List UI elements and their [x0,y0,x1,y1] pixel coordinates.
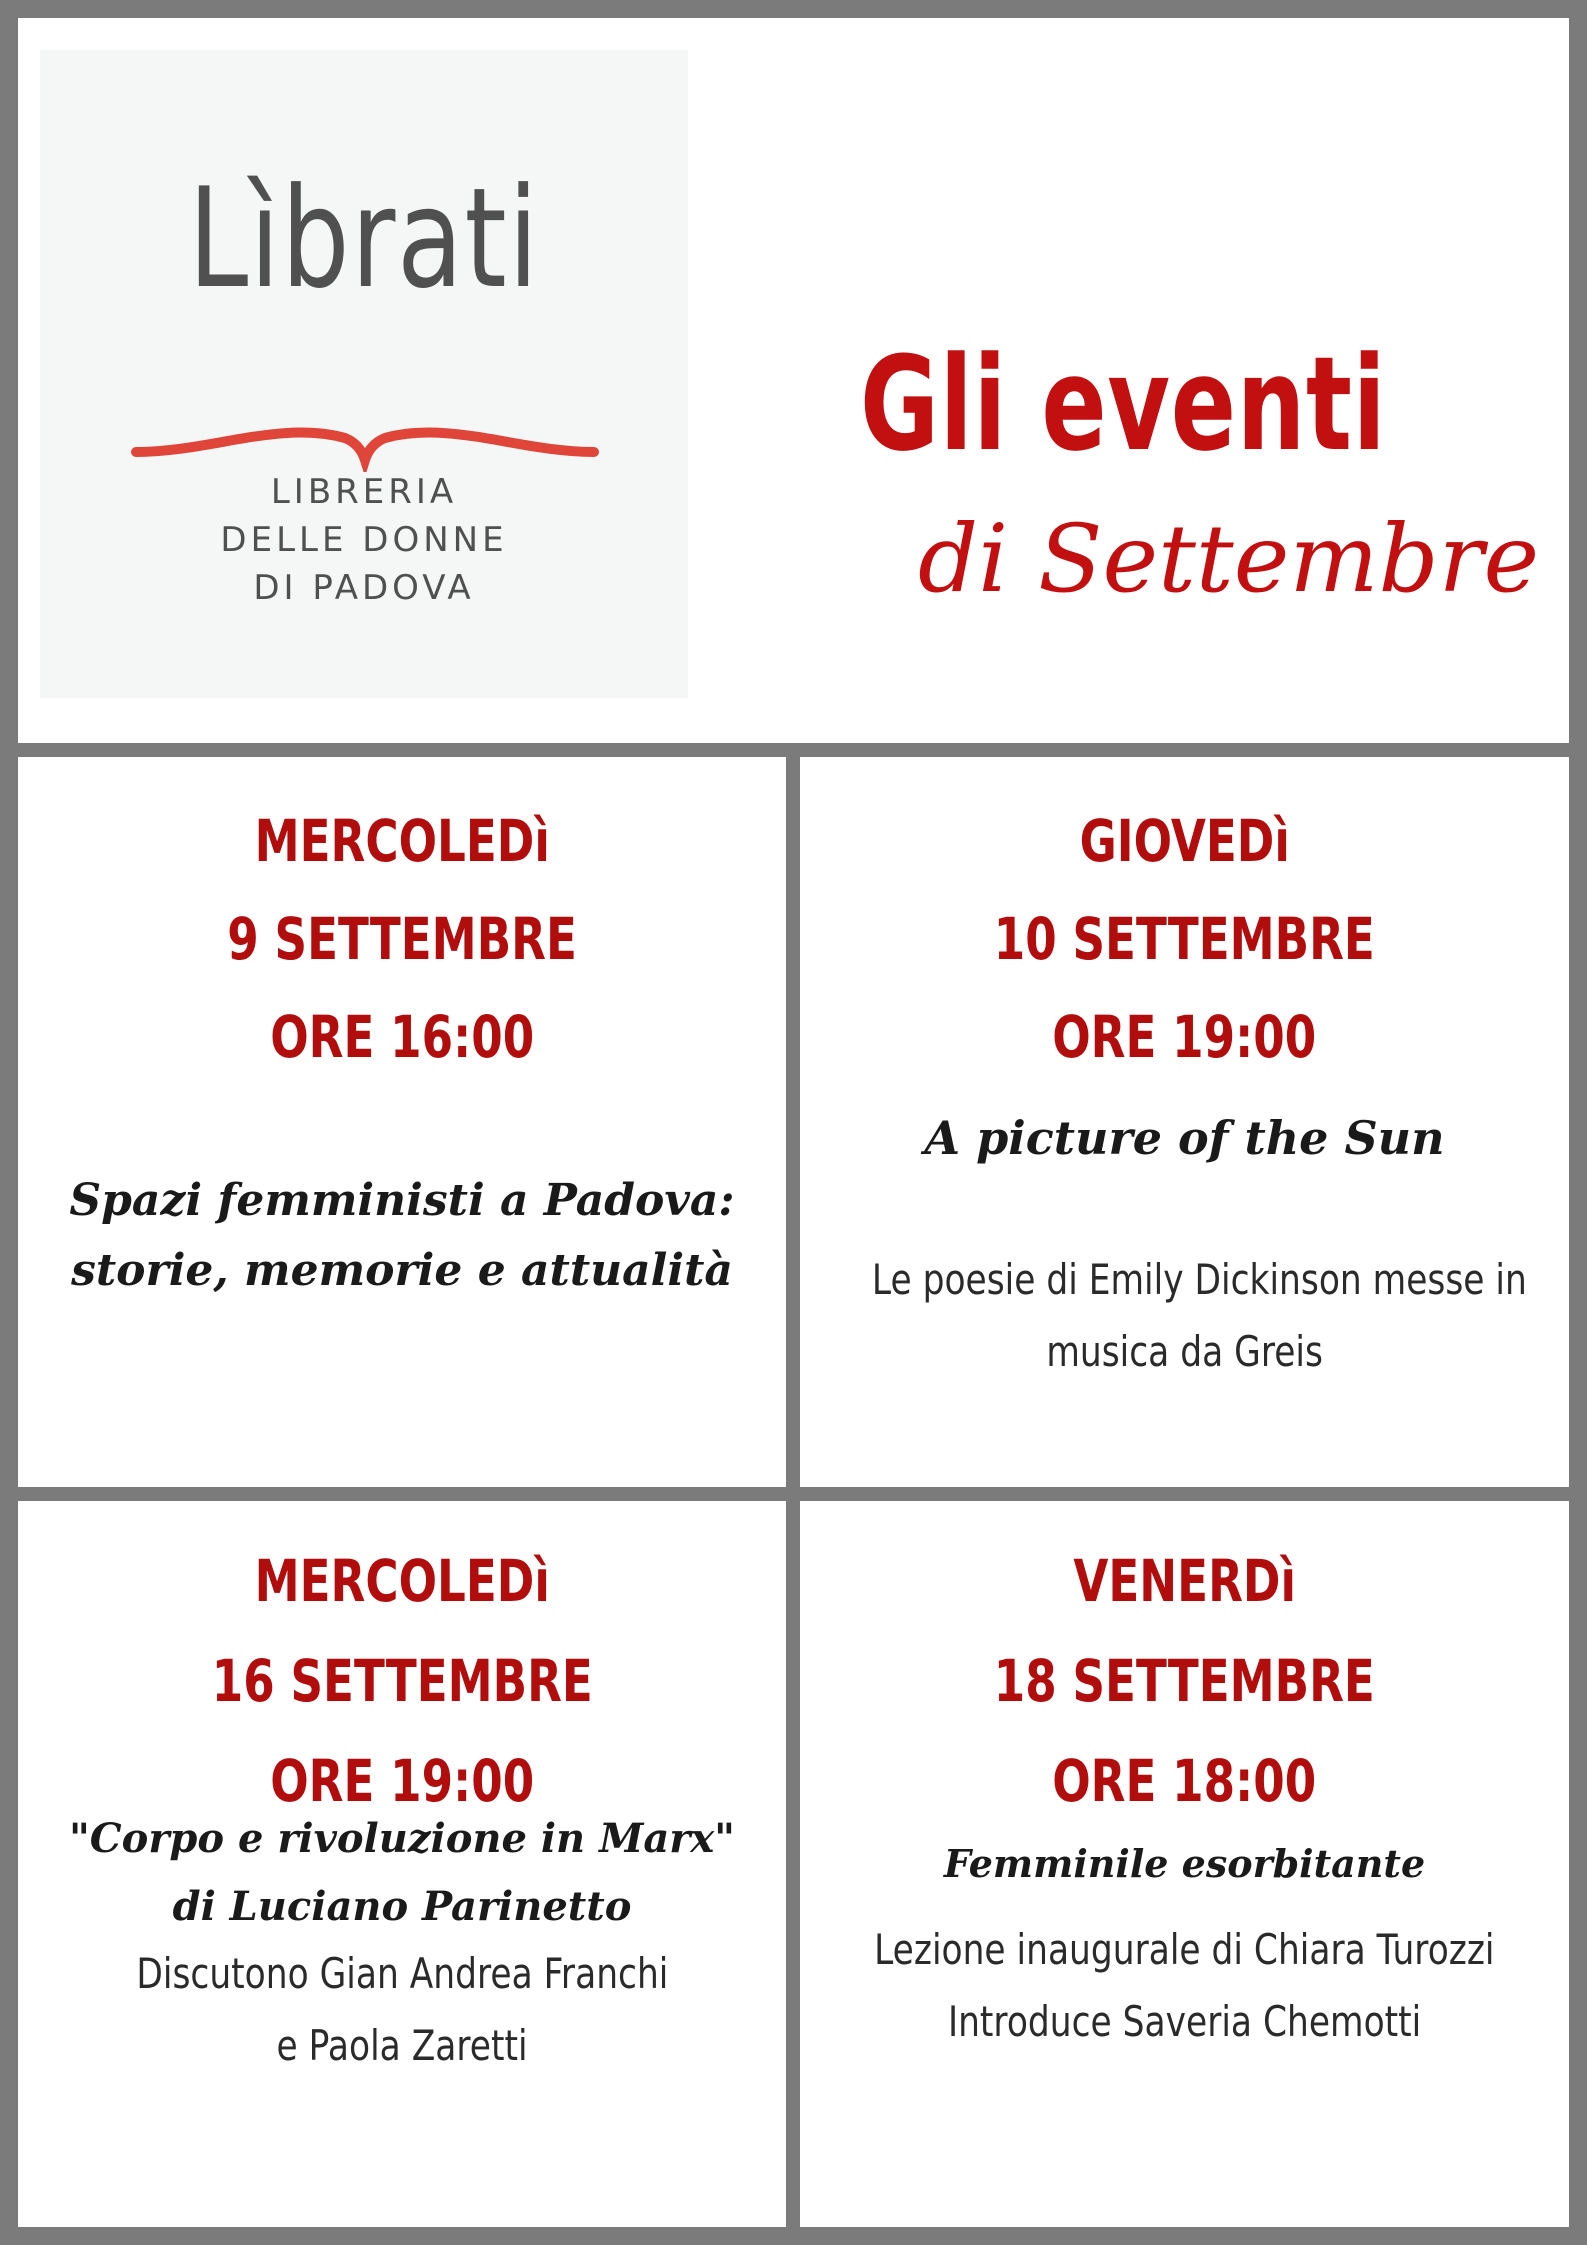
column-divider [786,743,800,2245]
event-time: ORE 19:00 [270,1747,534,1815]
event-time: ORE 19:00 [1052,1003,1317,1071]
event-date: 9 SETTEMBRE [227,905,577,973]
event-description-line2: Introduce Saveria Chemotti [947,1997,1422,2046]
event-card-2 [800,757,1569,1487]
logo-line-donne: DELLE DONNE [220,520,508,560]
event-description-line2: musica da Greis [1046,1327,1323,1376]
event-day: MERCOLEDì [254,807,550,875]
event-description-line1: Discutono Gian Andrea Franchi [136,1949,668,1998]
event-card-4 [800,1501,1569,2227]
event-title-line1: Spazi femministi a Padova: [69,1175,735,1226]
event-day: MERCOLEDì [254,1547,550,1615]
event-day: VENERDì [1073,1547,1296,1615]
open-book-icon [130,412,600,472]
page-subtitle: di Settembre [918,505,1540,614]
event-title: A picture of the Sun [924,1111,1445,1165]
event-description-line2: e Paola Zaretti [276,2021,528,2070]
event-card-1 [18,757,786,1487]
event-time: ORE 18:00 [1052,1747,1317,1815]
logo-wordmark: Lìbrati [188,158,540,319]
event-date: 16 SETTEMBRE [211,1647,593,1715]
event-description-line1: Lezione inaugurale di Chiara Turozzi [874,1925,1495,1974]
logo [40,50,688,698]
event-date: 10 SETTEMBRE [993,905,1376,973]
event-title-line2: di Luciano Parinetto [172,1883,632,1930]
logo-line-libreria: LIBRERIA [270,472,458,512]
event-title: Femminile esorbitante [943,1841,1426,1886]
page-title: Gli eventi [860,328,1387,480]
event-description-line1: Le poesie di Emily Dickinson messe in [871,1255,1527,1304]
event-date: 18 SETTEMBRE [993,1647,1376,1715]
event-time: ORE 16:00 [270,1003,534,1071]
event-day: GIOVEDì [1079,807,1290,875]
event-title-line2: storie, memorie e attualità [71,1245,733,1296]
logo-line-padova: DI PADOVA [253,568,475,608]
event-card-3 [18,1501,786,2227]
event-title-line1: "Corpo e rivoluzione in Marx" [68,1815,736,1862]
